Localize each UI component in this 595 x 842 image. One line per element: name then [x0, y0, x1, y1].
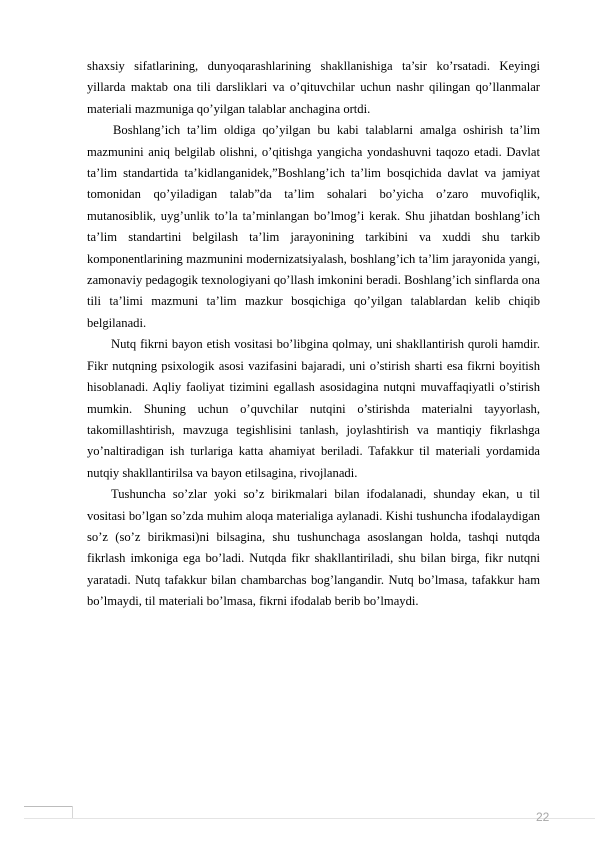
footer-rule-short: [24, 806, 72, 807]
footer-rule-tick: [72, 806, 73, 818]
paragraph-speech-thought: Nutq fikrni bayon etish vositasi bo’libgina qolmay, uni shakllantirish quroli hamdir. Fikr nutqning psixologik asosi vazifasini bajaradi, uni o’stirish sharti esa fikrni boyitish hisoblanadi. Aqliy faoliyat tizimini egallash asosidagina nutqni muvaffaqiyatli o’stirish mumkin. Shuning uchun o’quvchilar nutqini o’stirishda materialni tayyorlash, takomillashtirish, mavzuga tegishlisini tanlash, joylashtirish va mantiqiy fikrlashga yo’naltiradigan ish turlariga katta ahamiyat beriladi. Tafakkur til materiali yordamida nutqiy shakllantirilsa va bayon etilsagina, rivojlanadi.: [87, 337, 540, 480]
paragraph-concepts: Tushuncha so’zlar yoki so’z birikmalari bilan ifodalanadi, shunday ekan, u til vositasi bo’lgan so’zda muhim aloqa materialiga aylanadi. Kishi tushuncha ifodalaydigan so’z (so’z birikmasi)ni bilsagina, shu tushunchaga asoslangan holda, tashqi nutqda fikrlash imkoniga ega bo’ladi. Nutqda fikr shakllantiriladi, shu bilan birga, fikr nutqni yaratadi. Nutq tafakkur bilan chambarchas bog’langandir. Nutq bo’lmasa, tafakkur ham bo’lmaydi, til materiali bo’lmasa, fikrni ifodalab berib bo’lmaydi.: [87, 487, 540, 609]
body-text: [87, 56, 540, 613]
paragraph-standards: Boshlang’ich ta’lim oldiga qo’yilgan bu kabi talablarni amalga oshirish ta’lim mazmunini aniq belgilab olishni, o’qitishga yangicha yondashuvni taqozo etadi. Davlat ta’lim standartida ta’kidlanganidek,”Boshlang’ich ta’lim bosqichida davlat va jamiyat tomonidan qo’yiladigan talab”da ta’lim sohalari bo’yicha o’zaro muvofiqlik, mutanosiblik, uyg’unlik to’la ta’minlangan bo’lmog’i kerak. Shu jihatdan boshlang’ich ta’lim standartini belgilash ta’lim jarayonining tarkibini va xuddi shu tarkib komponentlarining mazmunini modernizatsiyalash, boshlang’ich ta’lim jarayonida yangi, zamonaviy pedagogik texnologiyani qo’llash imkonini beradi. Boshlang’ich sinflarda ona tili ta’limi mazmuni ta’lim mazkur bosqichiga qo’yilgan talablardan kelib chiqib belgilanadi.: [87, 123, 540, 330]
footer-rule-long: [24, 818, 595, 819]
paragraph-continuation: shaxsiy sifatlarining, dunyoqarashlarining shakllanishiga ta’sir ko’rsatadi. Keyingi yillarda maktab ona tili darsliklari va o’qituvchilar uchun nashr qilingan qo’llanmalar materiali mazmuniga qo’yilgan talablar anchagina ortdi.: [87, 59, 540, 116]
page-number: 22: [536, 810, 550, 824]
